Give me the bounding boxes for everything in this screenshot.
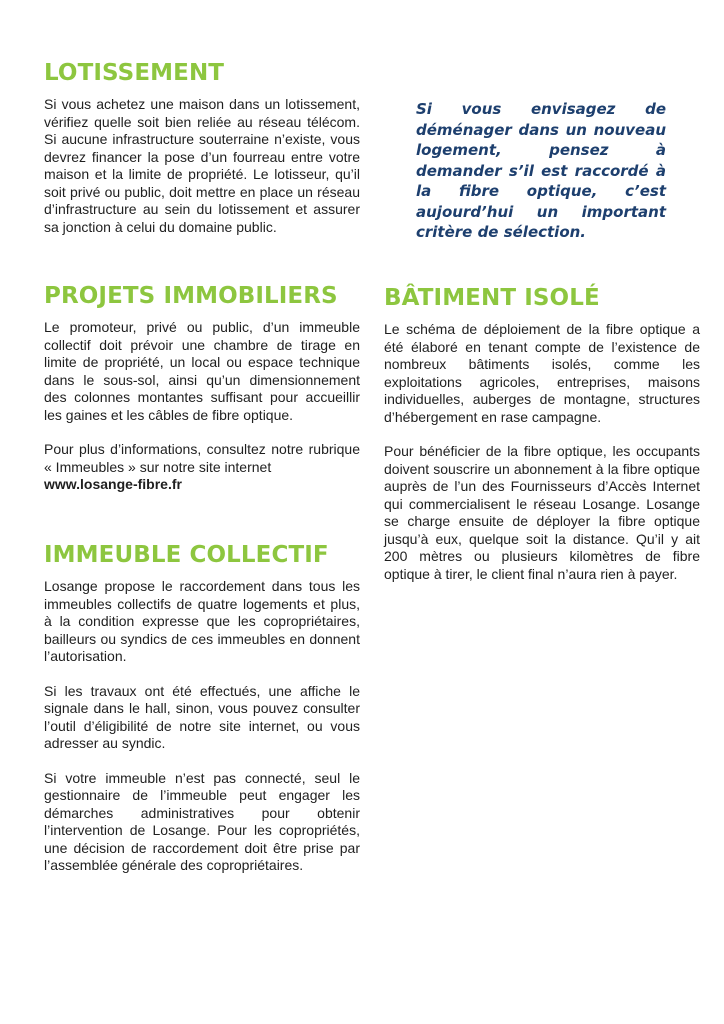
immeuble-paragraph-1: Losange propose le raccordement dans tous les immeubles collectifs de quatre logements et plus, à la condition expresse que les copropriétaires, bailleurs ou syndics de ces immeubles en donnent l’autorisation. [44, 578, 360, 664]
section-lotissement [44, 58, 360, 236]
projets-paragraph-2-text: Pour plus d’informations, consultez notre rubrique « Immeubles » sur notre site internet [44, 441, 360, 475]
projets-paragraph-2 [44, 441, 360, 494]
projets-paragraph-1: Le promoteur, privé ou public, d’un immeuble collectif doit prévoir une chambre de tirage en limite de propriété, un local ou espace technique dans le sous-sol, ainsi qu’un dimensionnement des colonnes montantes suffisant pour accueillir les gaines et les câbles de fibre optique. [44, 319, 360, 423]
immeuble-paragraph-2: Si les travaux ont été effectués, une affiche le signale dans le hall, sinon, vous pouvez consulter l’outil d’éligibilité de notre site internet, ou vous adresser au syndic. [44, 682, 360, 751]
callout-box [416, 99, 666, 243]
heading-projets-immobiliers: PROJETS IMMOBILIERS [44, 283, 338, 309]
section-projets-immobiliers [44, 281, 360, 494]
callout-text: Si vous envisagez de déménager dans un nouveau logement, pensez à demander s’il est raccordé à la fibre optique, c’est aujourd’hui un important critère de sélection. [416, 100, 666, 241]
heading-lotissement: LOTISSEMENT [44, 60, 225, 86]
website-link[interactable]: www.losange-fibre.fr [44, 476, 182, 492]
immeuble-paragraph-3: Si votre immeuble n’est pas connecté, seul le gestionnaire de l’immeuble peut engager les démarches administratives pour obtenir l’intervention de Losange. Pour les copropriétés, une décision de raccordement doit être prise par l’assemblée générale des copropriétaires. [44, 769, 360, 873]
section-immeuble-collectif [44, 540, 360, 875]
batiment-paragraph-2: Pour bénéficier de la fibre optique, les occupants doivent souscrire un abonnement à la fibre optique auprès de l’un des Fournisseurs d’Accès Internet qui commercialisent le réseau Losange. Losange se charge ensuite de déployer la fibre optique jusqu’à eux, quelque soit la distance. Qu’il y ait 200 mètres ou plusieurs kilomètres de fibre optique à tirer, le client final n’aura rien à payer. [384, 443, 700, 582]
heading-immeuble-collectif: IMMEUBLE COLLECTIF [44, 542, 329, 568]
section-batiment-isole [384, 283, 700, 583]
heading-batiment-isole: BÂTIMENT ISOLÉ [384, 285, 600, 311]
lotissement-text: Si vous achetez une maison dans un lotissement, vérifiez quelle soit bien reliée au réseau télécom. Si aucune infrastructure souterraine n’existe, vous devrez financer la pose d’un fourreau entre votre maison et la limite de propriété. Le lotisseur, qu’il soit privé ou public, doit mettre en place un réseau d’infrastructure au sein du lotissement et assurer sa jonction à celui du domaine public. [44, 96, 360, 235]
batiment-paragraph-1: Le schéma de déploiement de la fibre optique a été élaboré en tenant compte de l’existence de nombreux bâtiments isolés, comme les exploitations agricoles, entreprises, maisons individuelles, auberges de montagne, structures d’hébergement en rase campagne. [384, 321, 700, 425]
